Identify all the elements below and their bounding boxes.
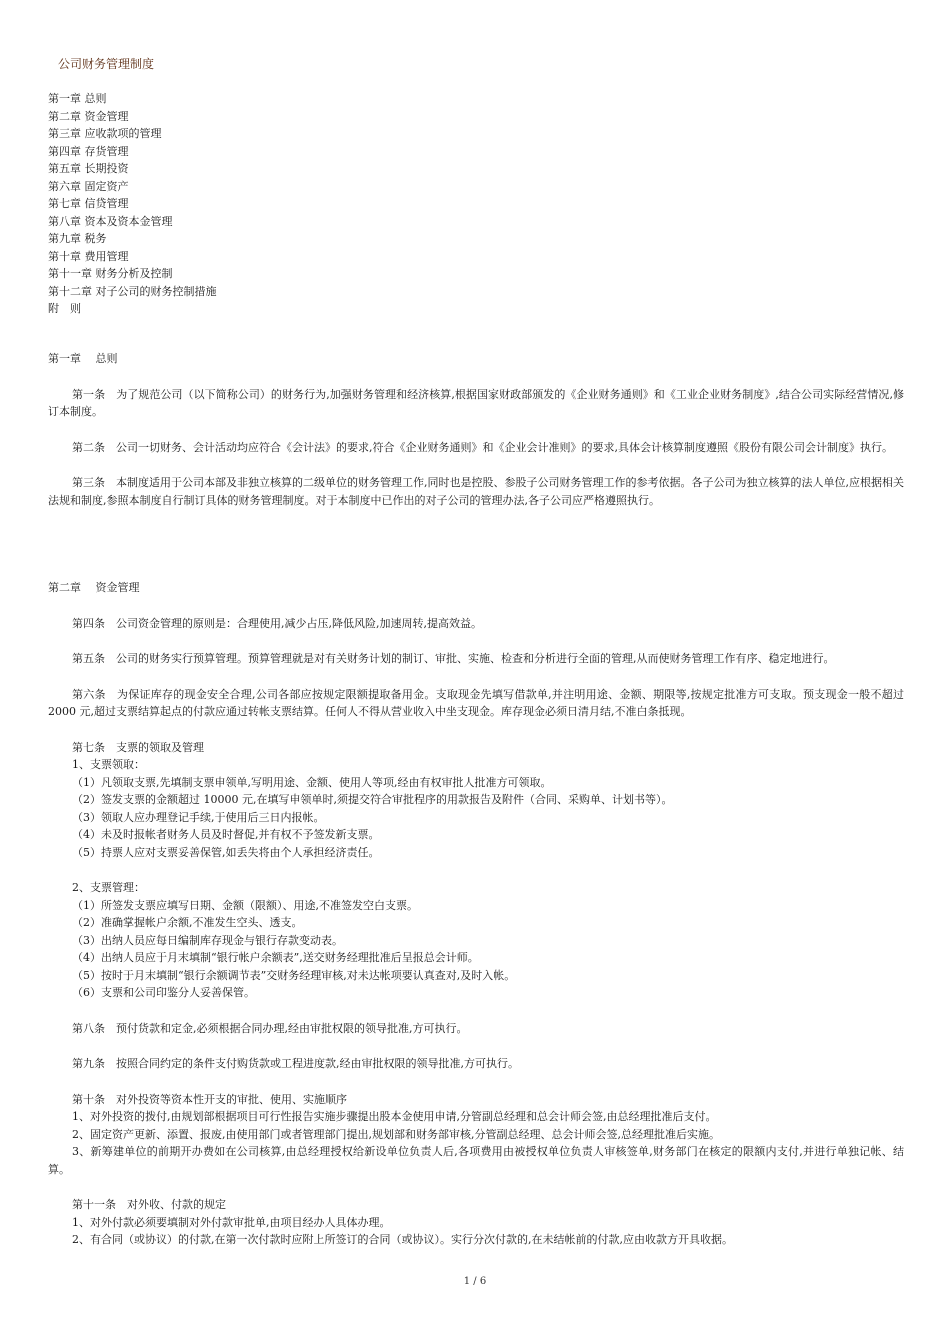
list-item: （6）支票和公司印鉴分人妥善保管。 <box>72 986 255 999</box>
list-item: （1）所签发支票应填写日期、金额（限额）、用途,不准签发空白支票。 <box>72 898 418 912</box>
list-item: （4）未及时报帐者财务人员及时督促,并有权不予签发新支票。 <box>72 828 380 841</box>
toc-item: 第十章 费用管理 <box>48 249 129 263</box>
chapter-heading: 第二章 资金管理 <box>48 581 140 594</box>
list-item: 2、有合同（或协议）的付款,在第一次付款时应附上所签订的合同（或协议）。实行分次付款的,在未结帐前的付款,应由收款方开具收据。 <box>72 1233 733 1246</box>
article-title: 第七条 支票的领取及管理 <box>72 740 204 754</box>
article-paragraph: 第六条 为保证库存的现金安全合理,公司各部应按规定限额提取备用金。支取现金先填写借款单,并注明用途、金额、期限等,按规定批准方可支取。预支现金一般不超过 2000 元,超过支票结算起点的付款应通过转帐支票结算。任何人不得从营业收入中坐支现金。库存现金必须日清月结,不准白条抵现。 <box>48 687 904 718</box>
document-body <box>48 350 904 1249</box>
toc-item: 第七章 信贷管理 <box>48 197 129 210</box>
article-paragraph: 第八条 预付货款和定金,必须根据合同办理,经由审批权限的领导批准,方可执行。 <box>72 1021 468 1035</box>
article-paragraph: 第九条 按照合同约定的条件支付购货款或工程进度款,经由审批权限的领导批准,方可执行。 <box>72 1057 519 1070</box>
list-item: （2）签发支票的金额超过 10000 元,在填写申领单时,须提交符合审批程序的用款报告及附件（合同、采购单、计划书等）。 <box>72 793 673 806</box>
list-item: （5）按时于月末填制“银行余额调节表”交财务经理审核,对未达帐项要认真查对,及时入帐。 <box>72 968 516 982</box>
toc-item: 第十一章 财务分析及控制 <box>48 267 173 280</box>
list-item: （2）准确掌握帐户余额,不准发生空头、透支。 <box>72 916 303 929</box>
list-item: （1）凡领取支票,先填制支票申领单,写明用途、金额、使用人等项,经由有权审批人批准方可领取。 <box>72 775 552 789</box>
toc-item: 第八章 资本及资本金管理 <box>48 214 173 228</box>
toc-item: 第二章 资金管理 <box>48 109 129 123</box>
list-item: 1、对外投资的拨付,由规划部根据项目可行性报告实施步骤提出股本金使用申请,分管副总经理和总会计师会签,由总经理批准后支付。 <box>72 1110 717 1123</box>
page-title: 公司财务管理制度 <box>58 57 155 71</box>
list-item: （5）持票人应对支票妥善保管,如丢失将由个人承担经济责任。 <box>72 845 380 859</box>
toc-item: 第四章 存货管理 <box>48 144 129 158</box>
list-item: 3、新筹建单位的前期开办费如在公司核算,由总经理授权给新设单位负责人后,各项费用由被授权单位负责人审核签单,财务部门在核定的限额内支付,并进行单独记帐、结算。 <box>48 1145 904 1176</box>
toc-item: 第五章 长期投资 <box>48 162 129 175</box>
toc-item: 第六章 固定资产 <box>48 179 129 193</box>
article-paragraph: 第五条 公司的财务实行预算管理。预算管理就是对有关财务计划的制订、审批、实施、检查和分析进行全面的管理,从而使财务管理工作有序、稳定地进行。 <box>72 652 835 665</box>
chapter-heading: 第一章 总则 <box>48 352 118 365</box>
list-item: （3）领取人应办理登记手续,于使用后三日内报帐。 <box>72 810 325 824</box>
article-paragraph: 第一条 为了规范公司（以下简称公司）的财务行为,加强财务管理和经济核算,根据国家财政部颁发的《企业财务通则》和《工业企业财务制度》,结合公司实际经营情况,修订本制度。 <box>48 387 904 418</box>
list-item: （4）出纳人员应于月末填制“银行帐户余额表”,送交财务经理批准后呈报总会计师。 <box>72 951 479 964</box>
page-number: 1 / 6 <box>463 1276 487 1287</box>
toc-item: 第一章 总则 <box>48 92 107 105</box>
article-paragraph: 第二条 公司一切财务、会计活动均应符合《会计法》的要求,符合《企业财务通则》和《企业会计准则》的要求,具体会计核算制度遵照《股份有限公司会计制度》执行。 <box>72 440 893 454</box>
list-item: （3）出纳人员应每日编制库存现金与银行存款变动表。 <box>72 933 343 947</box>
article-paragraph: 第三条 本制度适用于公司本部及非独立核算的二级单位的财务管理工作,同时也是控股、参股子公司财务管理工作的参考依据。各子公司为独立核算的法人单位,应根据相关法规和制度,参照本制度自行制订具体的财务管理制度。对于本制度中已作出的对子公司的管理办法,各子公司应严格遵照执行。 <box>48 476 904 507</box>
list-item: 1、对外付款必须要填制对外付款审批单,由项目经办人具体办理。 <box>72 1215 391 1229</box>
list-item: 2、固定资产更新、添置、报废,由使用部门或者管理部门提出,规划部和财务部审核,分管副总经理、总会计师会签,总经理批准后实施。 <box>72 1127 720 1141</box>
toc-item: 第九章 税务 <box>48 232 107 245</box>
table-of-contents <box>48 90 217 318</box>
section-title: 2、支票管理： <box>72 881 145 894</box>
toc-item: 第十二章 对子公司的财务控制措施 <box>48 284 217 298</box>
toc-item: 第三章 应收款项的管理 <box>48 127 162 140</box>
toc-item: 附 则 <box>48 302 81 315</box>
section-title: 1、支票领取： <box>72 758 145 771</box>
article-title: 第十一条 对外收、付款的规定 <box>72 1198 226 1211</box>
article-paragraph: 第四条 公司资金管理的原则是：合理使用,减少占压,降低风险,加速周转,提高效益。 <box>72 616 482 630</box>
article-title: 第十条 对外投资等资本性开支的审批、使用、实施顺序 <box>72 1092 347 1106</box>
